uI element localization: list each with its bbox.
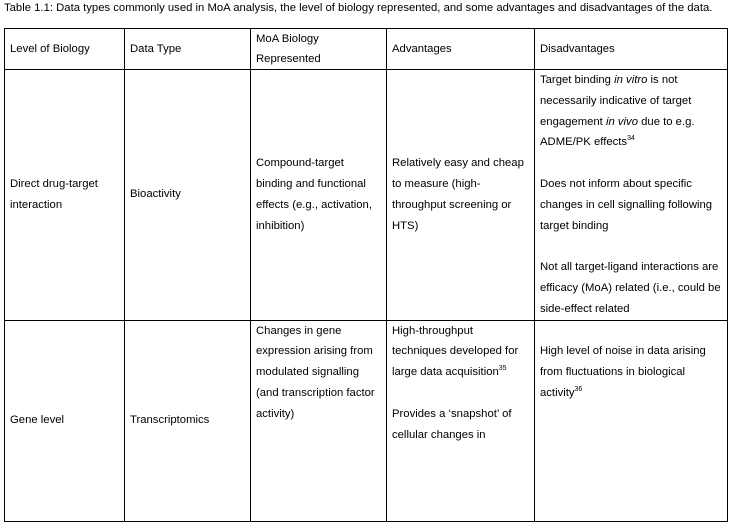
cell-level: Gene level <box>5 320 125 521</box>
cell-advantages <box>387 320 535 521</box>
paragraph-gap <box>540 236 723 257</box>
cell-data-type: Transcriptomics <box>125 320 251 521</box>
text-span: is not necessarily indicative of target engagement <box>540 74 692 128</box>
cell-moa: Changes in gene expression arising from modulated signalling (and transcription factor activity) <box>251 320 387 521</box>
table-row <box>5 320 728 521</box>
paragraph-gap <box>540 153 723 174</box>
disadvantage-paragraph: Does not inform about specific changes in cell signalling following target binding <box>540 177 713 232</box>
advantage-paragraph <box>392 321 530 383</box>
cell-level: Direct drug-target interaction <box>5 70 125 321</box>
cell-moa: Compound-target binding and functional effects (e.g., activation, inhibition) <box>251 70 387 321</box>
paragraph-gap <box>392 383 530 404</box>
header-level-of-biology: Level of Biology <box>5 29 125 70</box>
text-span: High-throughput techniques developed for large data acquisition <box>392 324 519 379</box>
cell-disadvantages <box>535 320 728 521</box>
cell-disadvantages <box>535 70 728 321</box>
text-span: High level of noise in data arising from fluctuations in biological activity <box>540 345 706 399</box>
cell-data-type: Bioactivity <box>125 70 251 321</box>
header-advantages: Advantages <box>387 29 535 70</box>
advantage-paragraph: Provides a ‘snapshot’ of cellular changes in <box>392 407 512 441</box>
reference-superscript: 35 <box>498 365 507 373</box>
table-header-row <box>5 29 728 70</box>
italic-text: in vitro <box>614 74 648 86</box>
disadvantage-paragraph <box>540 70 723 153</box>
text-span: Target binding <box>540 74 615 86</box>
disadvantage-paragraph: Not all target-ligand interactions are efficacy (MoA) related (i.e., could be side-effect related <box>540 261 721 315</box>
header-data-type: Data Type <box>125 29 251 70</box>
cell-advantages: Relatively easy and cheap to measure (high-throughput screening or HTS) <box>387 70 535 321</box>
header-moa-biology: MoA Biology Represented <box>251 29 387 70</box>
table-caption: Table 1.1: Data types commonly used in MoA analysis, the level of biology represented, and some advantages and disadvantages of the data. <box>4 2 713 14</box>
disadvantage-paragraph <box>540 341 723 403</box>
reference-superscript: 34 <box>627 135 635 143</box>
italic-text: in vivo <box>605 115 638 128</box>
header-disadvantages: Disadvantages <box>535 29 728 70</box>
reference-superscript: 36 <box>574 386 583 394</box>
table-row <box>5 70 728 321</box>
paragraph-gap <box>540 321 723 342</box>
text-span: due to e.g. ADME/PK effects <box>540 115 695 149</box>
